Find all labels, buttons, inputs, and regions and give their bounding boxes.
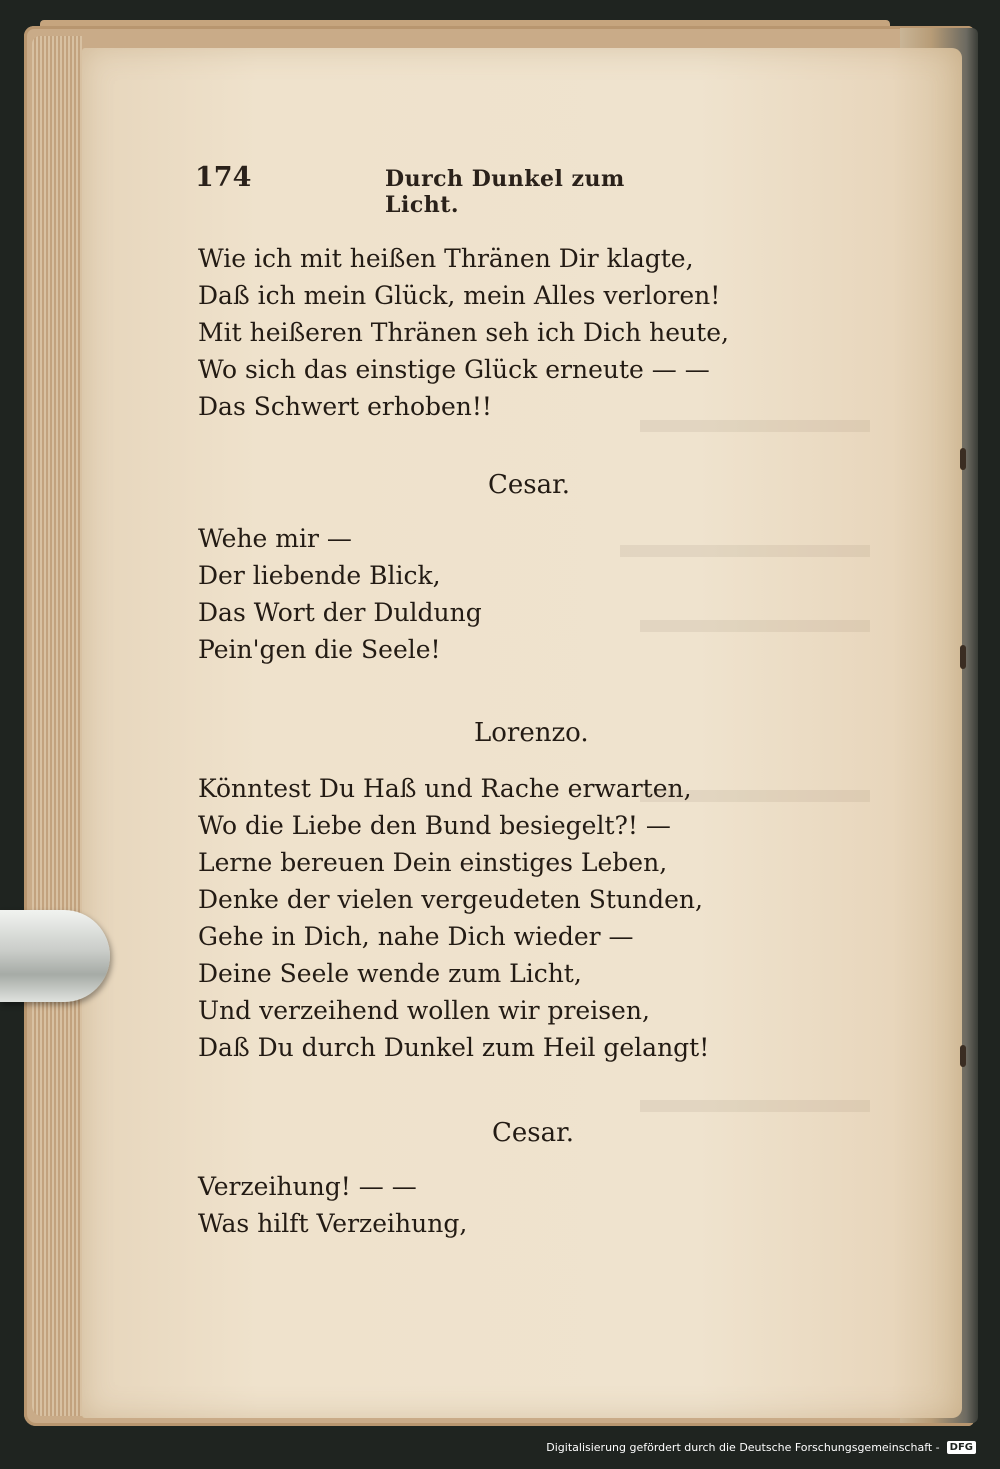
verse-line: Daß ich mein Glück, mein Alles verloren! bbox=[198, 281, 721, 310]
show-through bbox=[640, 620, 870, 632]
page-header bbox=[195, 162, 685, 218]
dfg-logo-icon: DFG bbox=[947, 1441, 976, 1454]
speaker-name: Cesar. bbox=[488, 470, 570, 500]
margin-mark bbox=[960, 645, 966, 669]
show-through bbox=[640, 420, 870, 432]
speaker-name: Lorenzo. bbox=[474, 718, 589, 748]
verse-line: Wo sich das einstige Glück erneute — — bbox=[198, 355, 710, 384]
verse-line: Gehe in Dich, nahe Dich wieder — bbox=[198, 922, 634, 951]
verse-line: Was hilft Verzeihung, bbox=[198, 1209, 468, 1238]
verse-line: Das Schwert erhoben!! bbox=[198, 392, 492, 421]
verse-line: Das Wort der Duldung bbox=[198, 598, 482, 627]
verse-line: Deine Seele wende zum Licht, bbox=[198, 959, 582, 988]
verse-line: Der liebende Blick, bbox=[198, 561, 441, 590]
verse-line: Verzeihung! — — bbox=[198, 1172, 417, 1201]
clip-bar bbox=[0, 910, 110, 1002]
verse-line: Und verzeihend wollen wir preisen, bbox=[198, 996, 650, 1025]
verse-line: Lerne bereuen Dein einstiges Leben, bbox=[198, 848, 668, 877]
page-holder-clip bbox=[0, 898, 118, 1016]
show-through bbox=[640, 1100, 870, 1112]
verse-line: Wo die Liebe den Bund besiegelt?! — bbox=[198, 811, 671, 840]
verse-line: Pein'gen die Seele! bbox=[198, 635, 441, 664]
page-number: 174 bbox=[195, 162, 252, 193]
verse-line: Könntest Du Haß und Rache erwarten, bbox=[198, 774, 692, 803]
verse-line: Denke der vielen vergeudeten Stunden, bbox=[198, 885, 703, 914]
margin-mark bbox=[960, 448, 966, 470]
show-through bbox=[620, 545, 870, 557]
speaker-name: Cesar. bbox=[492, 1118, 574, 1148]
page-stack bbox=[32, 36, 82, 1416]
verse-line: Wehe mir — bbox=[198, 524, 352, 553]
verse-line: Wie ich mit heißen Thränen Dir klagte, bbox=[198, 244, 694, 273]
footer-credit: Digitalisierung gefördert durch die Deutsche Forschungsgemeinschaft - bbox=[543, 1440, 942, 1455]
running-title: Durch Dunkel zum Licht. bbox=[385, 166, 625, 218]
digitization-footer bbox=[543, 1437, 976, 1457]
verse-line: Daß Du durch Dunkel zum Heil gelangt! bbox=[198, 1033, 710, 1062]
verse-line: Mit heißeren Thränen seh ich Dich heute, bbox=[198, 318, 729, 347]
margin-mark bbox=[960, 1045, 966, 1067]
